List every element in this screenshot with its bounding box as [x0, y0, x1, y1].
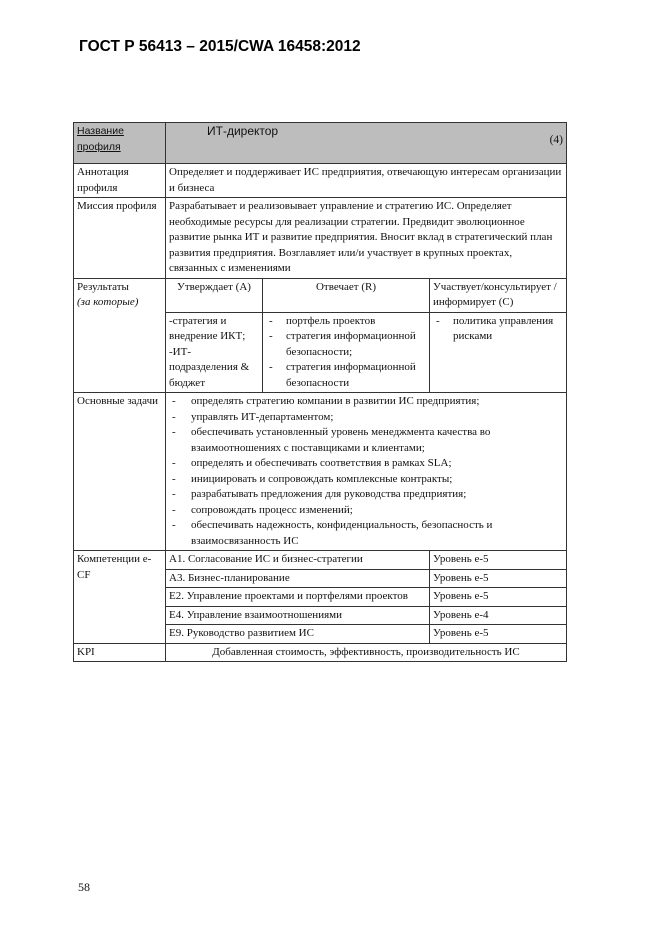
- tasks-row: [74, 393, 567, 551]
- competences-label: Компетенции e-CF: [74, 551, 166, 644]
- responsible-cell: [263, 312, 430, 393]
- profile-table: [73, 122, 567, 662]
- task-item: - определять и обеспечивать соответствия в рамках SLA;: [169, 456, 563, 472]
- mission-label: Миссия профиля: [74, 198, 166, 279]
- page-number: 58: [78, 880, 90, 894]
- consults-header: Участвует/консультирует /информирует (С): [430, 278, 567, 312]
- approves-item: -ИТ-подразделения & бюджет: [169, 345, 250, 389]
- profile-header-row: [74, 123, 567, 164]
- responsible-item: - портфель проектов: [266, 314, 426, 330]
- consults-cell: [430, 312, 567, 393]
- task-item: - инициировать и сопровождать комплексные контракты;: [169, 472, 563, 488]
- competence-level: Уровень е-5: [430, 588, 567, 607]
- competence-level: Уровень е-5: [430, 625, 567, 644]
- profile-number: (4): [549, 134, 564, 146]
- results-label: Результаты: [77, 280, 129, 293]
- approves-cell: [166, 312, 263, 393]
- results-header-row: [74, 278, 567, 312]
- annotation-label: Аннотация профиля: [74, 164, 166, 198]
- responsible-item: - стратегия информационной безопасности;: [266, 329, 426, 360]
- tasks-label: Основные задачи: [74, 393, 166, 551]
- results-sublabel: (за которые): [77, 296, 139, 308]
- competence-row: [74, 551, 567, 570]
- tasks-cell: [166, 393, 567, 551]
- competence-level: Уровень е-4: [430, 606, 567, 625]
- annotation-text: Определяет и поддерживает ИС предприятия, отвечающую интересам организации и бизнеса: [166, 164, 567, 198]
- task-item: - обеспечивать установленный уровень менеджмента качества во взаимоотношениях с поставщиками и клиентами;: [169, 425, 563, 456]
- task-item: - сопровождать процесс изменений;: [169, 503, 563, 519]
- task-item: - управлять ИТ-департаментом;: [169, 410, 563, 426]
- consults-item: - политика управления рисками: [433, 314, 563, 345]
- competence-name: А1. Согласование ИС и бизнес-стратегии: [166, 551, 430, 570]
- competence-name: А3. Бизнес-планирование: [166, 569, 430, 588]
- task-item: - определять стратегию компании в развитии ИС предприятия;: [169, 394, 563, 410]
- competence-level: Уровень е-5: [430, 551, 567, 570]
- profile-label: Название профиля: [77, 125, 124, 153]
- results-label-cell: [74, 278, 166, 393]
- competence-name: Е2. Управление проектами и портфелями проектов: [166, 588, 430, 607]
- mission-text: Разрабатывает и реализовывает управление и стратегию ИС. Определяет необходимые ресурсы для реализации стратегии. Предвидит эволюционное развитие рынка ИТ и развитие предприятия. Вносит вклад в стратегический план развития предприятия. Возглавляет или/и участвует в крупных проектах, связанных с изменениями: [166, 198, 567, 279]
- kpi-row: [74, 643, 567, 662]
- profile-title-cell: [166, 123, 567, 164]
- competence-name: Е4. Управление взаимоотношениями: [166, 606, 430, 625]
- approves-item: -стратегия и внедрение ИКТ;: [169, 314, 246, 342]
- task-item: - разрабатывать предложения для руководства предприятия;: [169, 487, 563, 503]
- kpi-label: KPI: [74, 643, 166, 662]
- mission-row: [74, 198, 567, 279]
- responsible-item: - стратегия информационной безопасности: [266, 360, 426, 391]
- profile-label-cell: [74, 123, 166, 164]
- kpi-text: Добавленная стоимость, эффективность, производительность ИС: [166, 643, 567, 662]
- competence-name: Е9. Руководство развитием ИС: [166, 625, 430, 644]
- document-header: ГОСТ Р 56413 – 2015/CWA 16458:2012: [79, 38, 361, 55]
- annotation-row: [74, 164, 567, 198]
- competence-level: Уровень е-5: [430, 569, 567, 588]
- profile-title: ИТ-директор: [207, 124, 279, 138]
- responsible-header: Отвечает (R): [263, 278, 430, 312]
- approves-header: Утверждает (А): [166, 278, 263, 312]
- task-item: - обеспечивать надежность, конфиденциальность, безопасность и взаимосвязанность ИС: [169, 518, 563, 549]
